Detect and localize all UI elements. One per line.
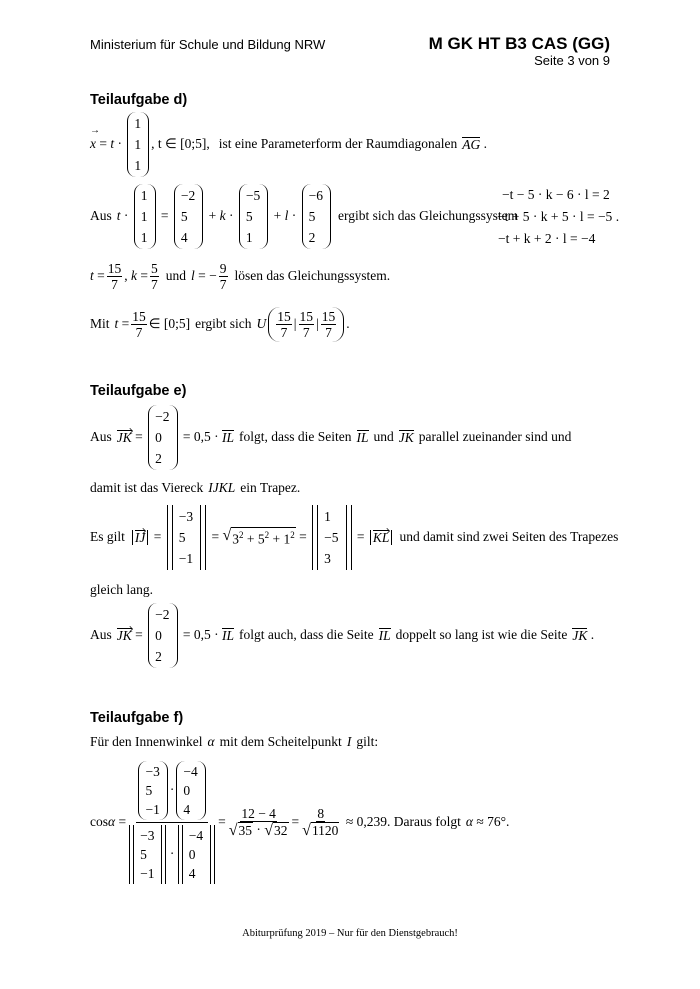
heading-d: Teilaufgabe d)	[90, 92, 188, 108]
equation-system: −t − 5 · k − 6 · l = 2 −t + 5 · k + 5 · l = −5 . −t + k + 2 · l = −4	[497, 187, 620, 246]
e-line-1: Aus JK = −2 0 2 = 0,5 · IL folgt, dass die Seiten IL und JK parallel zueinander sind und	[90, 406, 571, 468]
f-line-2: cos α = −3 5 −1 · −4 0 4 −3 5 −1 · −4 0 4 = 12 − 4 √ 35 · √ 32 = 8 √ 1120 ≈ 0,239 . Daraus folgt α ≈ 76°.	[90, 758, 509, 886]
d-line-4: Mit t = $\frac{15}{7}$ ∈ [0;5] ergibt sich U 15 7 | 15 7 | 15 7 .	[90, 308, 350, 340]
e-line-5: Aus JK = −2 0 2 = 0,5 · IL folgt auch, dass die Seite IL doppelt so lang ist wie die Seite JK .	[90, 604, 594, 666]
e-line-3: Es gilt IJ = −3 5 −1 = √ $3^2 + 5^2 + 1^2$ = 1 −5 3 = KL und damit sind zwei Seiten des Trapezes	[90, 506, 618, 568]
e-line-4: gleich lang.	[90, 582, 153, 597]
footer: Abiturprüfung 2019 – Nur für den Dienstgebrauch!	[242, 928, 458, 939]
heading-f: Teilaufgabe f)	[90, 710, 184, 726]
f-line-1: Für den Innenwinkel α mit dem Scheitelpunkt I gilt:	[90, 734, 379, 749]
d-line-1: → x = t · 1 1 1 , t ∈ [0;5], ist eine Parameterform der Raumdiagonalen AG .	[90, 114, 487, 174]
d-line-2: Aus t · 1 1 1 = −2 5 4 + k · −5 5 1 + l · −6 5 2 ergibt sich das Gleichungssystem	[90, 186, 518, 246]
e-line-2: damit ist das Viereck IJKL ein Trapez.	[90, 480, 301, 495]
heading-e: Teilaufgabe e)	[90, 383, 187, 399]
d-line-3: t = $\frac{15}{7}$ , k = $\frac{5}{7}$ und l = − $\frac{9}{7}$ lösen das Gleichungssystem.	[90, 260, 391, 292]
header-course: M GK HT B3 CAS (GG)	[428, 34, 610, 53]
header-ministry: Ministerium für Schule und Bildung NRW	[90, 37, 326, 52]
header-page: Seite 3 von 9	[534, 53, 610, 68]
